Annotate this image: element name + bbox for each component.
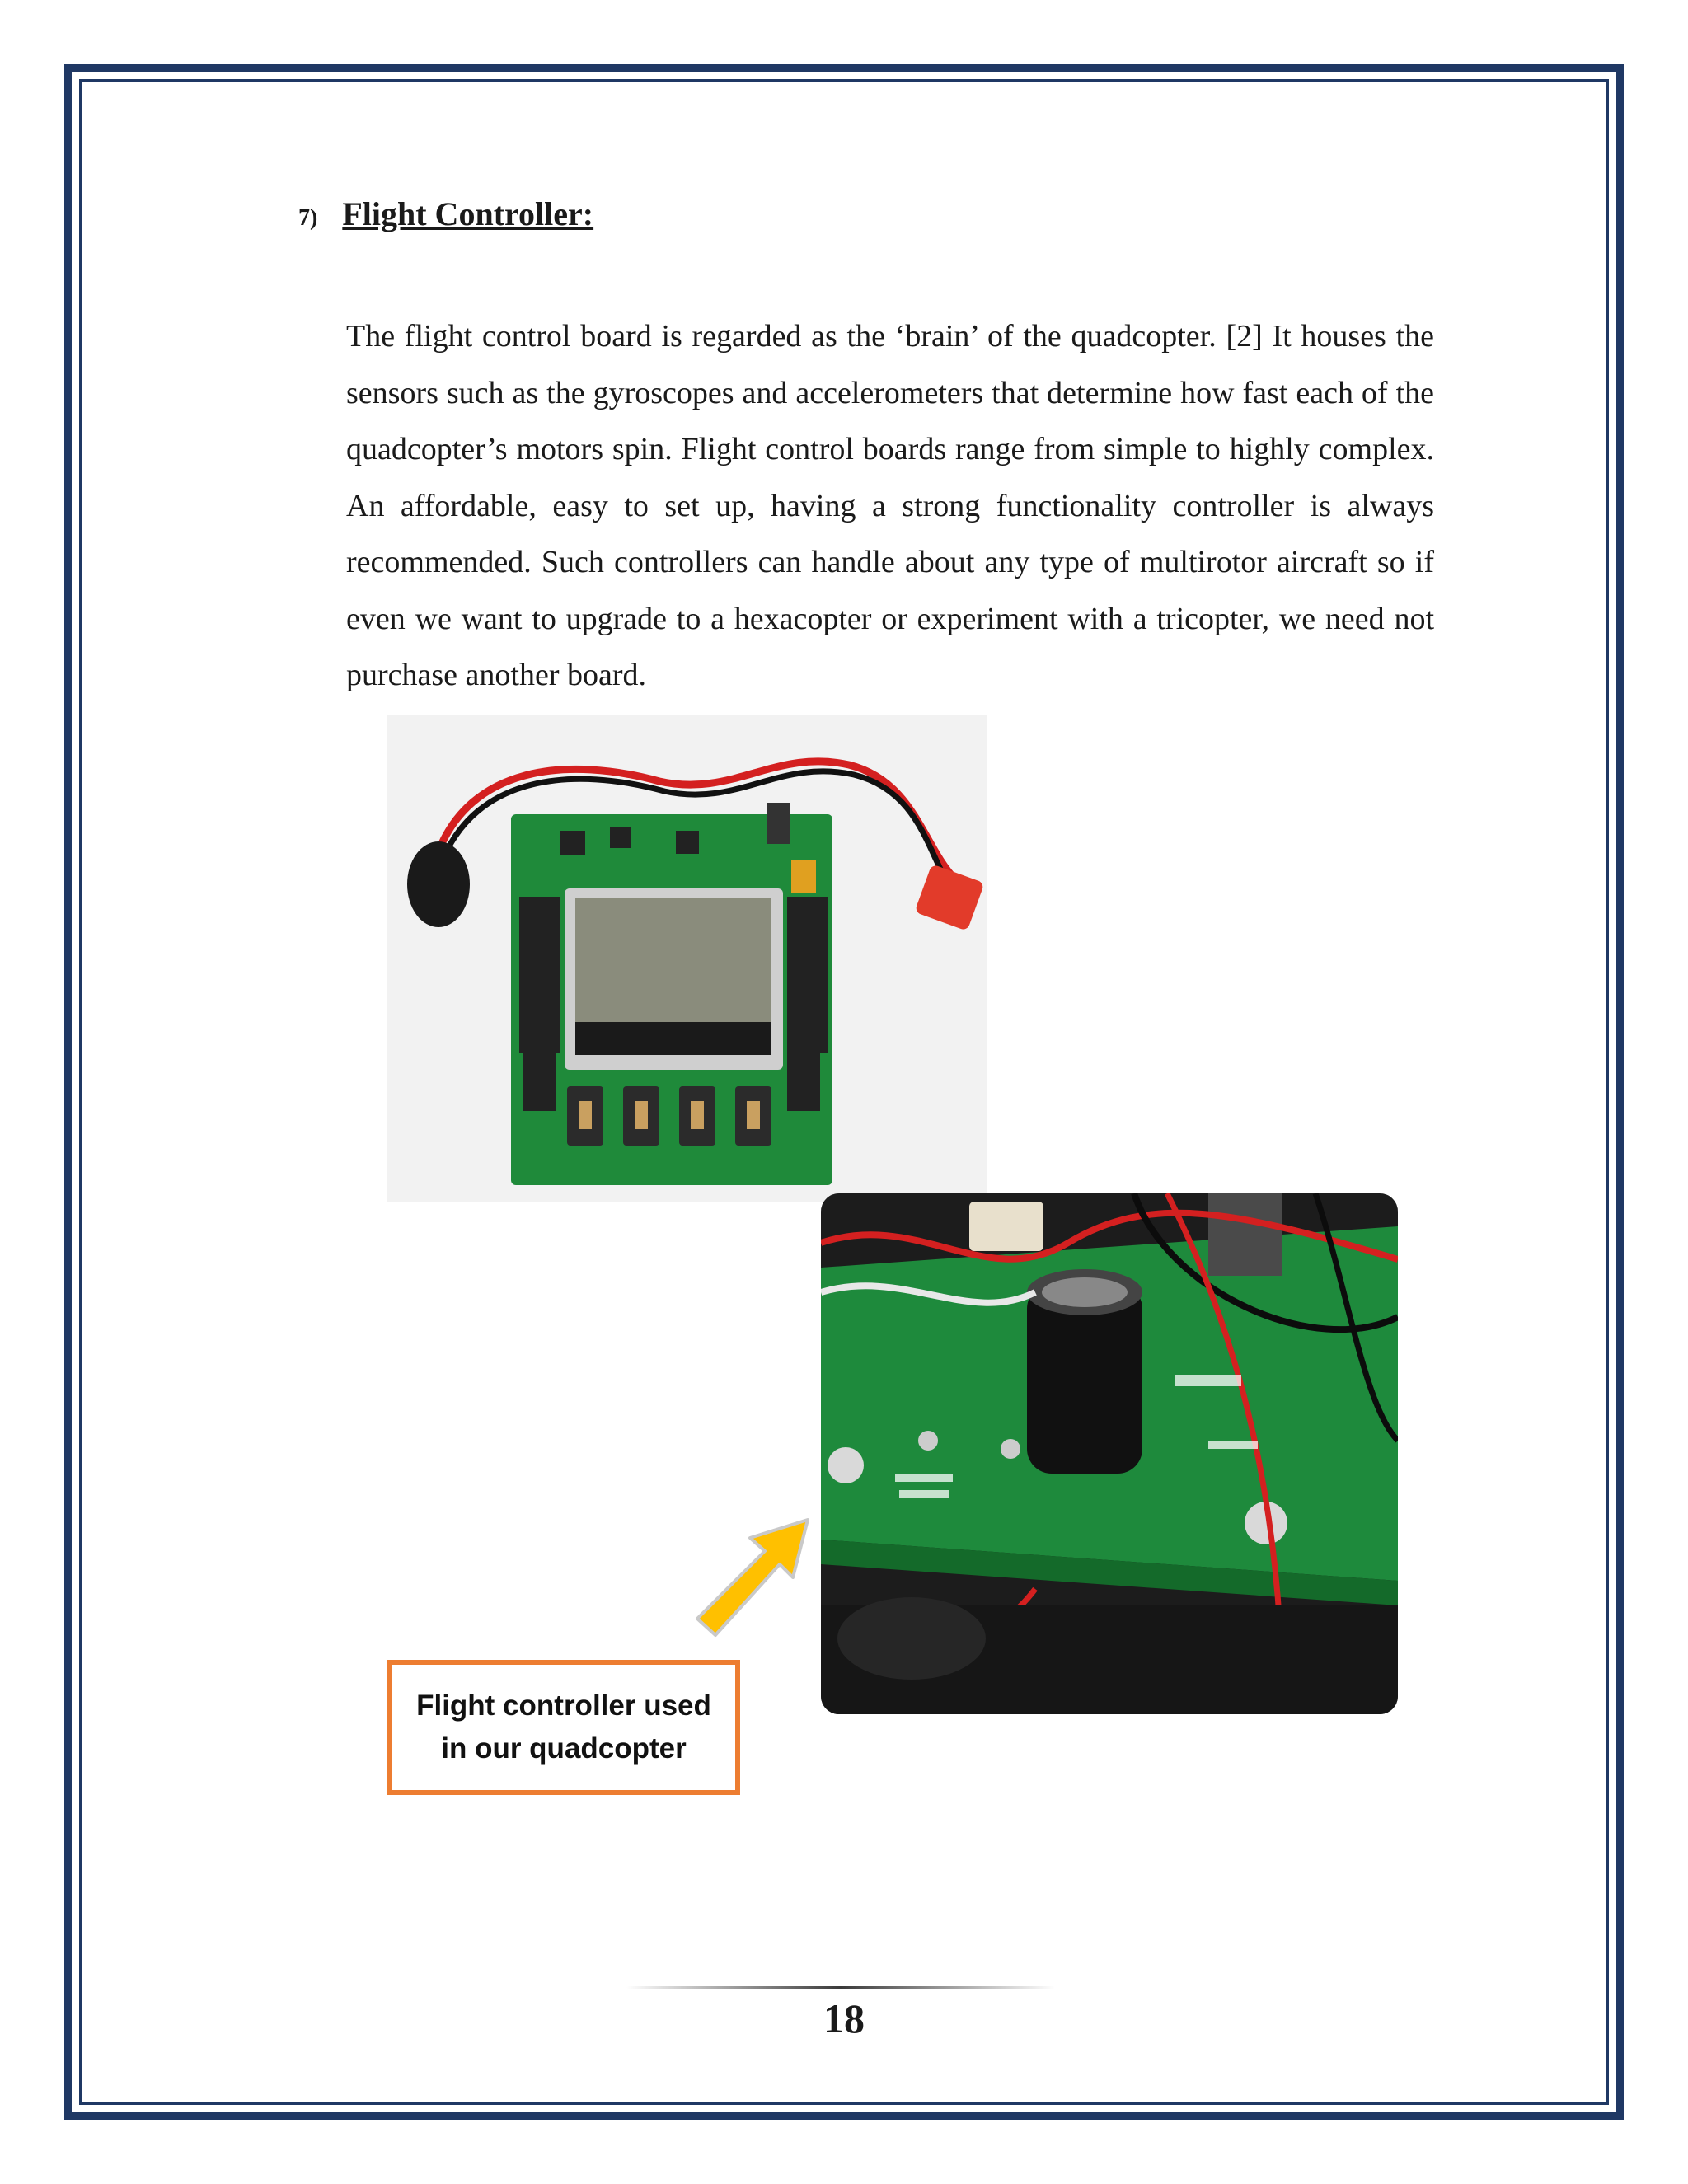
body-paragraph: The flight control board is regarded as the ‘brain’ of the quadcopter. [2] It houses the sensors such as the gyroscopes and accelerometers that determine how fast each of the quadcopter’s motors spin. Flight control boards range from simple to highly complex. An affordable, easy to set up, having a strong functionality controller is always recommended. Such controllers can handle about any type of multirotor aircraft so if even we want to upgrade to a hexacopter or experiment with a tricopter, we need not purchase another board. (346, 319, 1434, 692)
page-number: 18 (823, 1995, 865, 2041)
section-heading (298, 194, 593, 233)
flight-controller-board-photo (387, 715, 987, 1202)
callout-text: Flight controller used in our quadcopter (416, 1690, 711, 1765)
footer-divider (626, 1980, 1055, 1985)
callout-box (387, 1660, 740, 1795)
section-number: 7) (298, 205, 318, 231)
arrow-up-right-icon (692, 1510, 816, 1642)
quadcopter-controller-photo (821, 1193, 1398, 1714)
section-title: Flight Controller: (342, 195, 594, 232)
